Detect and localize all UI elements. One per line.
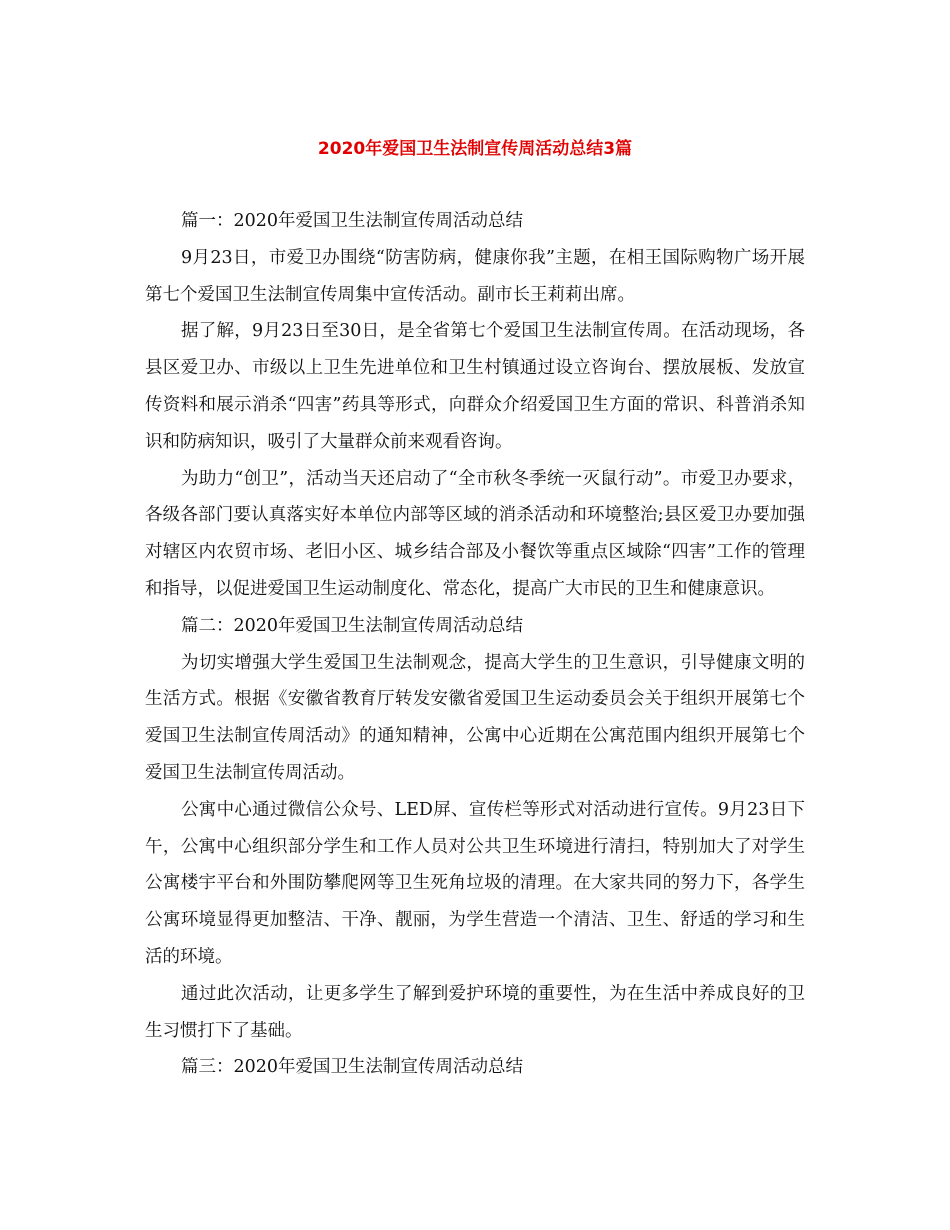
- paragraph: 9月23日，市爱卫办围绕“防害防病，健康你我”主题，在相王国际购物广场开展第七个爱国卫生法制宣传周集中宣传活动。副市长王莉莉出席。: [145, 247, 805, 305]
- paragraph: 为切实增强大学生爱国卫生法制观念，提高大学生的卫生意识，引导健康文明的生活方式。根据《安徽省教育厅转发安徽省爱国卫生运动委员会关于组织开展第七个爱国卫生法制宣传周活动》的通知精神，公寓中心近期在公寓范围内组织开展第七个爱国卫生法制宣传周活动。: [145, 652, 805, 783]
- document-body: [145, 203, 805, 1086]
- section-heading-3: 篇三：2020年爱国卫生法制宣传周活动总结: [181, 1057, 524, 1078]
- section-heading-1: 篇一：2020年爱国卫生法制宣传周活动总结: [181, 211, 524, 231]
- paragraph: 公寓中心通过微信公众号、LED屏、宣传栏等形式对活动进行宣传。9月23日下午，公寓中心组织部分学生和工作人员对公共卫生环境进行清扫，特别加大了对学生公寓楼宇平台和外围防攀爬网等卫生死角垃圾的清理。在大家共同的努力下，各学生公寓环境显得更加整洁、干净、靓丽，为学生营造一个清洁、卫生、舒适的学习和生活的环境。: [145, 799, 805, 967]
- paragraph: 据了解，9月23日至30日，是全省第七个爱国卫生法制宣传周。在活动现场，各县区爱卫办、市级以上卫生先进单位和卫生村镇通过设立咨询台、摆放展板、发放宣传资料和展示消杀“四害”药具等形式，向群众介绍爱国卫生方面的常识、科普消杀知识和防病知识，吸引了大量群众前来观看咨询。: [145, 321, 805, 452]
- section-heading-2: 篇二：2020年爱国卫生法制宣传周活动总结: [181, 615, 524, 636]
- paragraph: 通过此次活动，让更多学生了解到爱护环境的重要性，为在生活中养成良好的卫生习惯打下了基础。: [145, 983, 805, 1041]
- paragraph: 为助力“创卫”，活动当天还启动了“全市秋冬季统一灭鼠行动”。市爱卫办要求，各级各部门要认真落实好本单位内部等区域的消杀活动和环境整治;县区爱卫办要加强对辖区内农贸市场、老旧小区、城乡结合部及小餐饮等重点区域除“四害”工作的管理和指导，以促进爱国卫生运动制度化、常态化，提高广大市民的卫生和健康意识。: [145, 468, 805, 599]
- document-title: 2020年爱国卫生法制宣传周活动总结3篇: [317, 139, 633, 159]
